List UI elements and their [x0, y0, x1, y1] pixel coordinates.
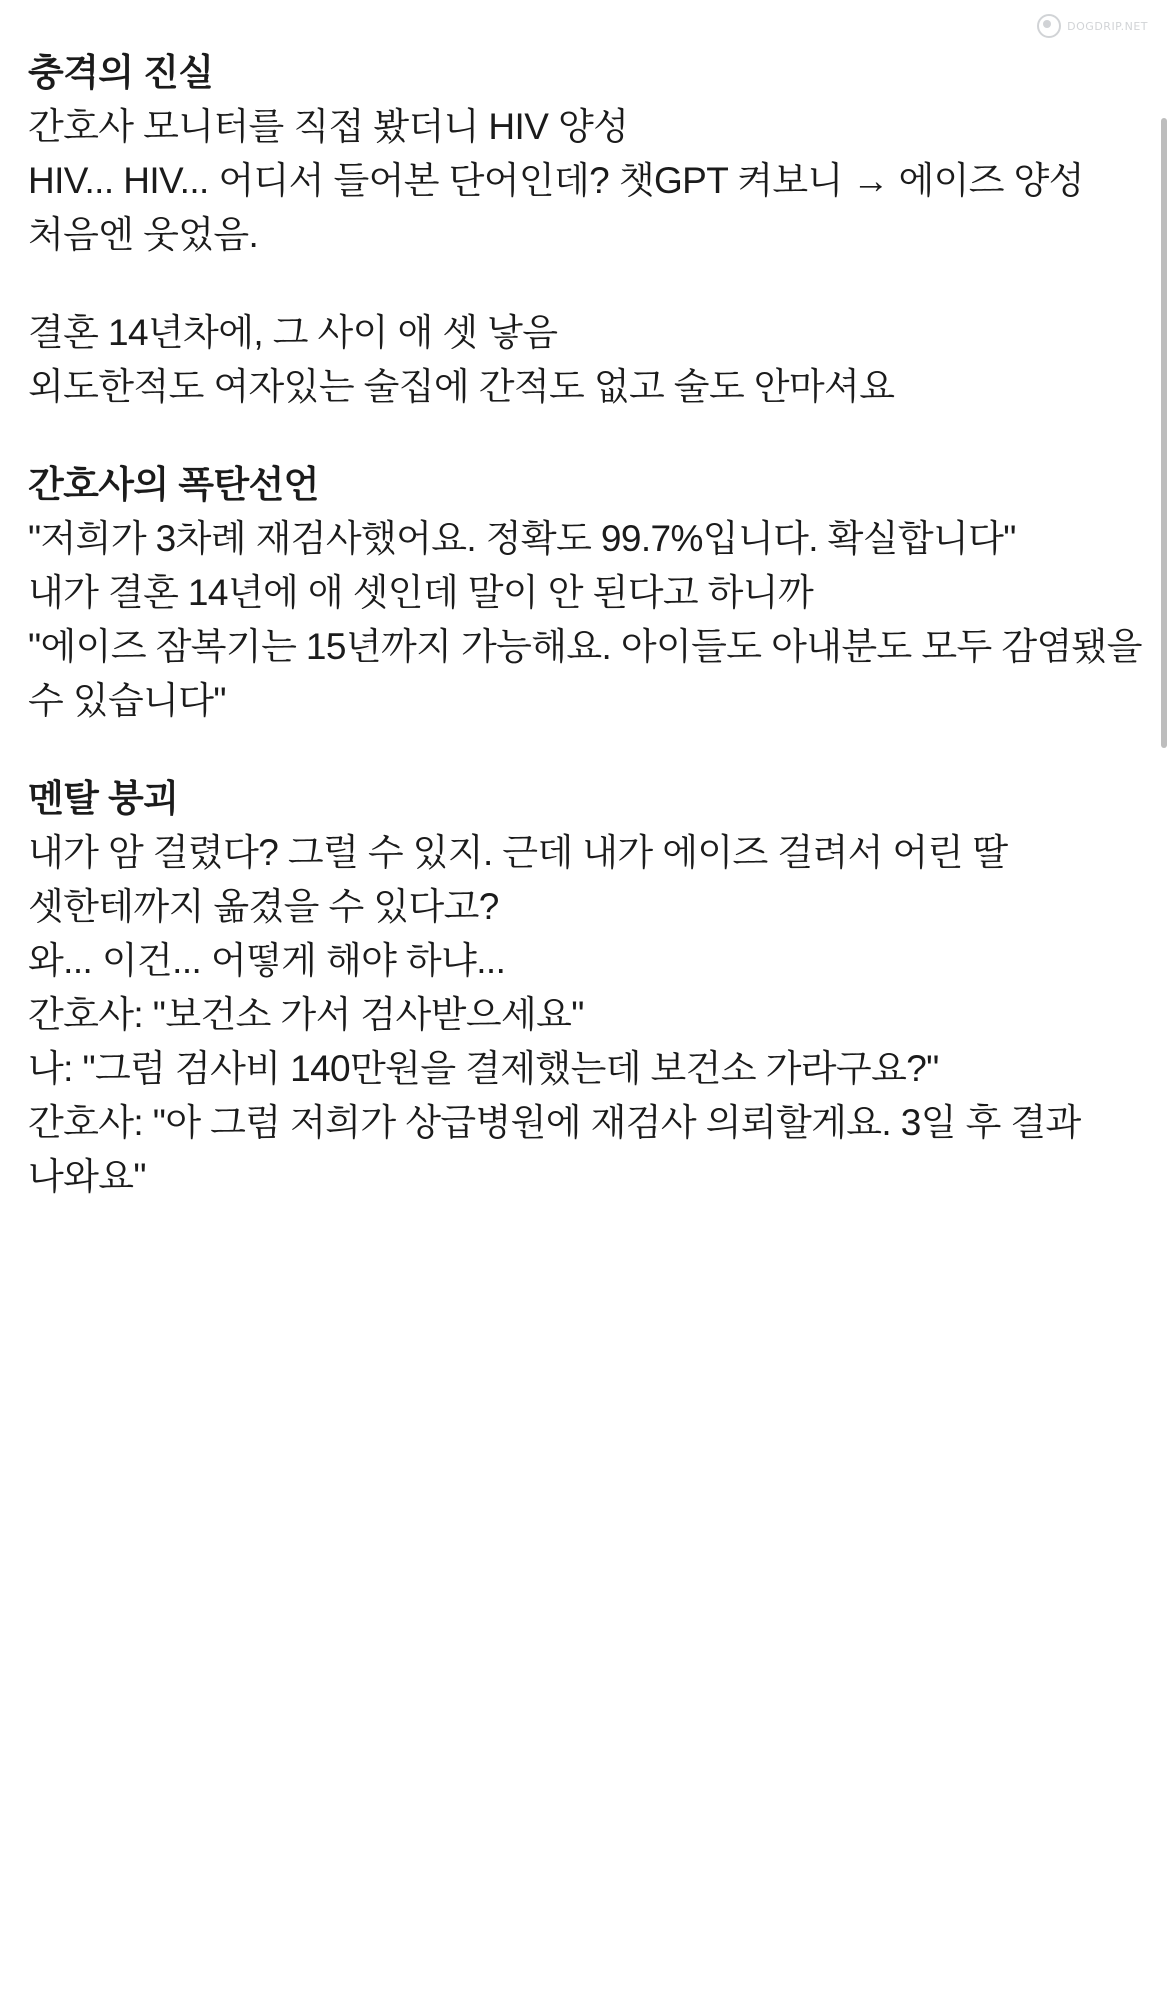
scrollbar-thumb[interactable]: [1161, 118, 1167, 748]
post-line-6: "저희가 3차례 재검사했어요. 정확도 99.7%입니다. 확실합니다": [28, 518, 1016, 560]
post-heading-1: 충격의 진실: [28, 52, 214, 93]
post-body: [28, 30, 1152, 1204]
post-line-12: 나: "그럼 검사비 140만원을 결제했는데 보건소 가라구요?": [28, 1048, 939, 1090]
post-line-4: 결혼 14년차에, 그 사이 애 셋 낳음: [28, 312, 558, 354]
post-line-3: 처음엔 웃었음.: [28, 214, 259, 256]
watermark-label: DOGDRIP.NET: [1067, 19, 1148, 33]
post-line-10: 와... 이건... 어떻게 해야 하냐...: [28, 940, 506, 982]
paragraph-gap-1: [28, 262, 1142, 306]
post-line-5: 외도한적도 여자있는 술집에 간적도 없고 술도 안마셔요: [28, 366, 895, 408]
post-line-9: 내가 암 걸렸다? 그럴 수 있지. 근데 내가 에이즈 걸려서 어린 딸 셋한테까지 옮겼을 수 있다고?: [28, 832, 1018, 928]
paragraph-gap-3: [28, 728, 1142, 772]
post-line-7: 내가 결혼 14년에 애 셋인데 말이 안 된다고 하니까: [28, 572, 814, 614]
post-line-1: 간호사 모니터를 직접 봤더니 HIV 양성: [28, 106, 629, 148]
post-line-11: 간호사: "보건소 가서 검사받으세요": [28, 994, 584, 1036]
post-line-8: "에이즈 잠복기는 15년까지 가능해요. 아이들도 아내분도 모두 감염됐을 수 있습니다": [28, 626, 1152, 722]
owl-badge-icon: [1037, 14, 1061, 38]
post-line-2: HIV... HIV... 어디서 들어본 단어인데? 챗GPT 켜보니 → 에이즈 양성: [28, 160, 1084, 202]
post-heading-2: 간호사의 폭탄선언: [28, 464, 319, 506]
paragraph-gap-2: [28, 414, 1142, 458]
post-heading-3: 멘탈 붕괴: [28, 778, 179, 820]
page-scrollbar[interactable]: [1160, 0, 1170, 2015]
site-watermark: [1037, 14, 1148, 38]
post-line-13: 간호사: "아 그럼 저희가 상급병원에 재검사 의뢰할게요. 3일 후 결과 나와요": [28, 1102, 1091, 1198]
